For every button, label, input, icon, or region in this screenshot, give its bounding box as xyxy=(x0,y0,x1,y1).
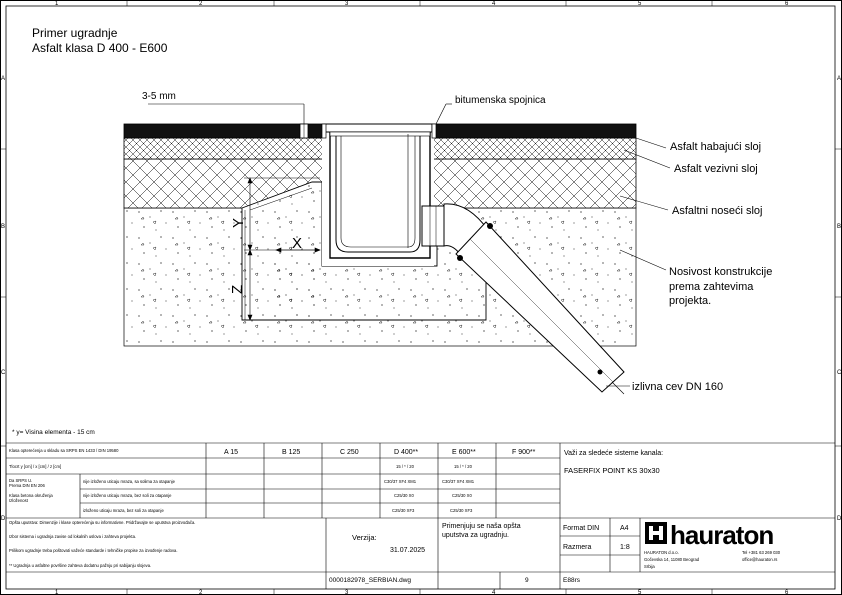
dims-d400: 15 / * / 20 xyxy=(396,464,414,469)
notes-line-3: Prilikom ugradnje treba poštovati važeće standarde i tehničke propise za izvođenje radova. xyxy=(9,548,178,553)
grid-col-6-bottom: 6 xyxy=(785,590,789,595)
company-line-3: Srbija xyxy=(644,564,655,569)
table-header-left: Klasa opterećenja u skladu sa SRPS EN 1433 / DIN 19580 xyxy=(9,448,119,453)
grid-col-1: 1 xyxy=(55,1,59,7)
grid-row-b: B xyxy=(1,224,6,230)
concrete-d-1: C30/37 XF4 XM1 xyxy=(384,479,417,484)
drawing-code: E88rs xyxy=(563,577,580,584)
drawing-title: Primer ugradnje xyxy=(32,26,118,40)
foundation-label-3: projekta. xyxy=(669,295,712,307)
grid-col-4: 4 xyxy=(492,1,496,7)
company-phone: Tel +381 63 269 030 xyxy=(742,550,781,555)
file-name: 0000182978_SERBIAN.dwg xyxy=(329,577,412,584)
footnote: * y= Visina elementa - 15 cm xyxy=(12,429,95,436)
format-value: A4 xyxy=(620,525,629,532)
concrete-e-2: C25/30 X0 xyxy=(452,493,472,498)
layer-label-wearing: Asfalt habajući sloj xyxy=(670,141,762,153)
exposure-row-3: izloženo uticaju mraza, bez soli za otapanje xyxy=(83,508,164,513)
class-e600: E 600** xyxy=(452,449,476,456)
concrete-d-3: C25/30 XF3 xyxy=(392,508,415,513)
notes-line-1: Opšta uputstva: Dimenzije i klase opterećenja su informativne. Pridržavajte se uputstva proizvođača. xyxy=(9,520,196,525)
note-right: Primenjuju se naša opšta uputstva za ugradnju. xyxy=(442,523,521,539)
notes-line-4: ** Ugradnja u asfaltne površine zahteva dodatnu pažnju pri sabijanju slojeva. xyxy=(9,563,152,568)
exposure-row-2: nije izloženo uticaju mraza, bez soli za otapanje xyxy=(83,493,172,498)
dim-x-label: X xyxy=(292,235,303,252)
left-note-3: Klasa betona okruženja xyxy=(9,493,53,498)
class-a15: A 15 xyxy=(224,449,239,456)
layer-label-binder: Asfalt vezivni sloj xyxy=(674,163,758,175)
logo-text: hauraton xyxy=(670,520,774,550)
concrete-e-1: C30/37 XF4 XM1 xyxy=(442,479,475,484)
left-note-2: Prema DIN EN 206 xyxy=(9,483,45,488)
grid-col-2-bottom: 2 xyxy=(199,590,203,595)
dim-y-label: Y xyxy=(230,217,247,228)
dims-e600: 15 / * / 20 xyxy=(454,464,472,469)
grid-row-a-right: A xyxy=(837,76,842,82)
left-note-4: Izloženost xyxy=(9,498,28,503)
scale-value: 1:8 xyxy=(620,544,630,551)
grid-row-b-right: B xyxy=(837,224,842,230)
grid-col-3: 3 xyxy=(345,1,349,7)
concrete-e-3: C25/30 XF3 xyxy=(450,508,473,513)
concrete-d-2: C25/30 X0 xyxy=(394,493,414,498)
version-date: 31.07.2025 xyxy=(390,547,426,554)
class-f900: F 900** xyxy=(512,449,536,456)
grate-frame xyxy=(324,124,432,132)
bitumen-joint-right xyxy=(432,124,436,138)
row-dims-label: Tlocrt y [cm] / x [cm] / z [cm] xyxy=(9,464,62,469)
class-c250: C 250 xyxy=(340,449,359,456)
class-d400: D 400** xyxy=(394,449,419,456)
company-email: office@hauraton.rs xyxy=(742,557,778,562)
foundation-label-2: prema zahtevima xyxy=(669,281,754,293)
version-label: Verzija: xyxy=(352,533,377,542)
notes-line-2: Izbor sistema i ugradnja zavise od lokalnih uslova i zahteva projekta. xyxy=(9,534,137,539)
grid-col-6: 6 xyxy=(785,1,789,7)
joint-label: bitumenska spojnica xyxy=(455,95,546,106)
drawing-subtitle: Asfalt klasa D 400 - E600 xyxy=(32,41,168,55)
layer-label-base: Asfaltni noseći sloj xyxy=(672,205,763,217)
grid-col-5: 5 xyxy=(638,1,642,7)
outlet-label: izlivna cev DN 160 xyxy=(632,381,724,393)
format-label: Format DIN xyxy=(563,525,600,532)
cross-section xyxy=(124,91,772,394)
sheet-number: 9 xyxy=(525,577,529,584)
company-line-2: Gočevska 14, 11080 Beograd xyxy=(644,557,700,562)
bitumen-joint-left xyxy=(322,124,326,138)
company-line-1: HAURATON d.o.o. xyxy=(644,550,679,555)
left-note-1: Da SRPS U. xyxy=(9,478,33,483)
grid-col-1-bottom: 1 xyxy=(55,590,59,595)
system-value: FASERFIX POINT KS 30x30 xyxy=(564,466,660,475)
exposure-row-1: nije izloženo uticaju mraza, sa solima za otapanje xyxy=(83,479,175,484)
grid-row-c: C xyxy=(1,370,6,376)
gap-label: 3-5 mm xyxy=(142,91,176,102)
grid-col-5-bottom: 5 xyxy=(638,590,642,595)
grid-col-2: 2 xyxy=(199,1,203,7)
grid-col-4-bottom: 4 xyxy=(492,590,496,595)
dim-z-label: Z xyxy=(229,284,246,294)
grid-row-a: A xyxy=(1,76,6,82)
grid-row-d: D xyxy=(1,516,6,522)
system-label: Važi za sledeće sisteme kanala: xyxy=(564,450,664,457)
hauraton-logo xyxy=(645,520,773,550)
class-b125: B 125 xyxy=(282,449,301,456)
grid-row-d-right: D xyxy=(837,516,842,522)
scale-label: Razmera xyxy=(563,544,592,551)
grid-row-c-right: C xyxy=(837,370,842,376)
grid-col-3-bottom: 3 xyxy=(345,590,349,595)
foundation-label-1: Nosivost konstrukcije xyxy=(669,266,773,278)
